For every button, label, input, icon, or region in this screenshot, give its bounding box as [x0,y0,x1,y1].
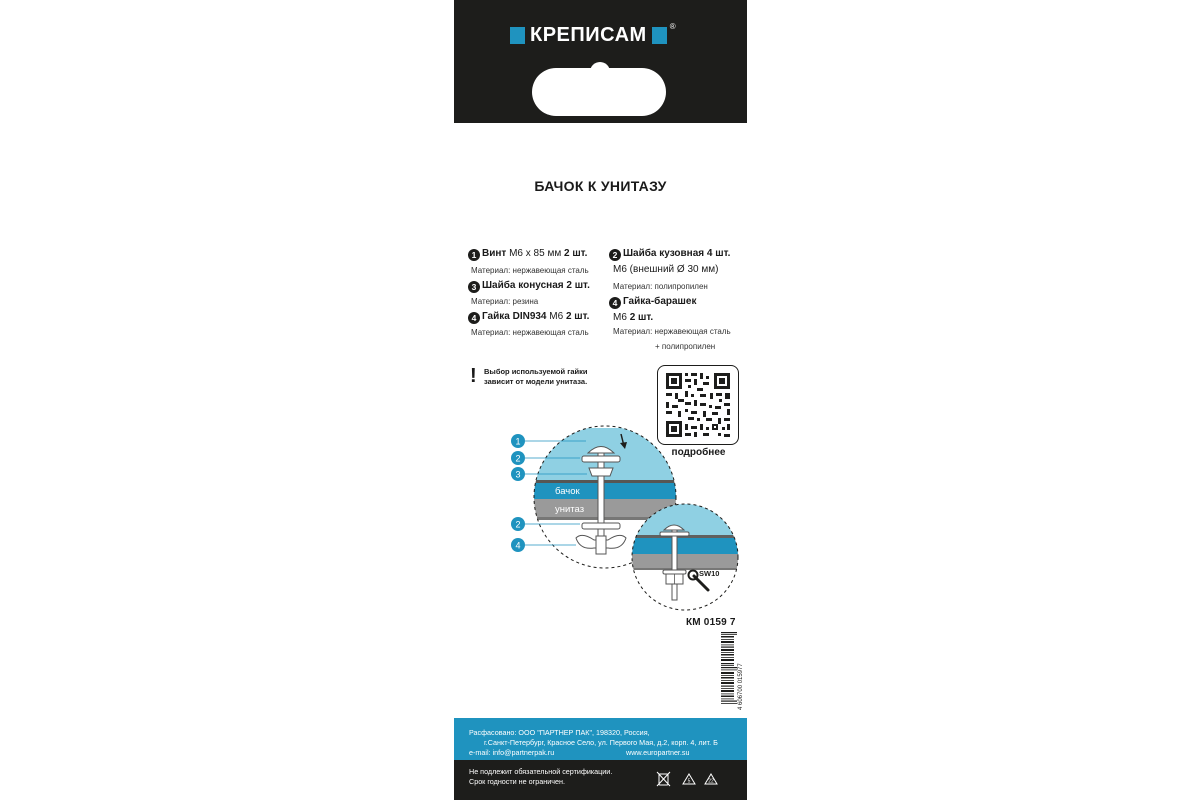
no-dispose-icon [657,772,670,786]
registered-mark: ® [669,22,676,31]
qr-label: подробнее [671,447,726,458]
note-certification: Не подлежит обязательной сертификации. [469,767,613,776]
brand-name: КРЕПИСАМ [530,24,647,46]
callout-1: 1 [515,436,521,447]
item-2 [609,248,730,261]
item-spec: M6 [549,311,564,322]
item-4-wingnut [609,296,696,309]
callout-2b: 2 [515,519,521,530]
recycle-icons [656,769,736,789]
item-number: 4 [468,312,480,324]
item-number: 2 [609,249,621,261]
recycle-pp-icon [683,774,695,785]
warning-text: Выбор используемой гайки зависит от модели унитаза. [484,367,588,386]
brand-logo [510,22,676,47]
email: e-mail: info@partnerpak.ru [469,748,555,757]
item-4-wingnut-spec [613,312,653,324]
barcode-digits: 4 606700 015977 [738,663,744,710]
item-4-nut-material: Материал: нержавеющая сталь [471,328,589,337]
product-title: БАЧОК К УНИТАЗУ [534,178,667,194]
barcode [721,632,743,712]
item-1-material: Материал: нержавеющая сталь [471,266,589,275]
website: www.europartner.su [626,748,690,757]
item-4-wingnut-material-2: + полипропилен [655,342,716,351]
installation-diagram [494,428,734,613]
exclamation-icon: ! [470,365,477,387]
item-number: 1 [468,249,480,261]
item-3 [468,280,590,293]
item-spec: M6 [613,312,627,323]
item-3-material: Материал: резина [471,297,539,306]
product-code: КМ 0159 7 [686,617,736,628]
svg-text:22: 22 [708,778,714,785]
address-line-1: Расфасовано: ООО "ПАРТНЕР ПАК", 198320, Россия, [469,728,650,737]
item-spec: M6 (внешний Ø 30 мм) [613,264,719,275]
callout-3: 3 [515,469,521,480]
top-band [454,0,747,123]
item-name: Гайка DIN934 [482,311,547,322]
item-4-wingnut-material: Материал: нержавеющая сталь [613,327,731,336]
item-name: Шайба кузовная 4 шт. [623,248,731,259]
layer-toilet-label: унитаз [555,504,585,515]
hang-hole [532,68,666,116]
item-2-material: Материал: полипропилен [613,282,708,291]
item-2-spec [613,264,718,276]
layer-tank-label: бачок [555,486,580,497]
product-package [454,0,747,800]
address-line-2: г.Санкт-Петербург, Красное Село, ул. Первого Мая, д.2, корп. 4, лит. Б [484,738,718,747]
item-number: 4 [609,297,621,309]
callout-4: 4 [515,540,521,551]
item-spec: M6 x 85 мм [509,248,562,259]
item-qty: 2 шт. [563,248,588,259]
wrench-size-label: SW10 [699,569,720,578]
item-name: Шайба конусная 2 шт. [482,280,590,291]
svg-text:5: 5 [687,778,691,785]
footer-notes [469,767,612,787]
item-qty: 2 шт. [565,311,590,322]
item-1 [468,248,587,261]
item-qty: 2 шт. [629,312,654,323]
brand-square-left [510,27,525,44]
callout-2: 2 [515,453,521,464]
brand-square-right [652,27,667,44]
note-shelf-life: Срок годности не ограничен. [469,777,565,786]
item-name: Винт [482,248,507,259]
recycle-pap-icon [705,774,717,785]
item-name: Гайка-барашек [623,296,697,307]
item-number: 3 [468,281,480,293]
item-4-nut [468,311,589,324]
